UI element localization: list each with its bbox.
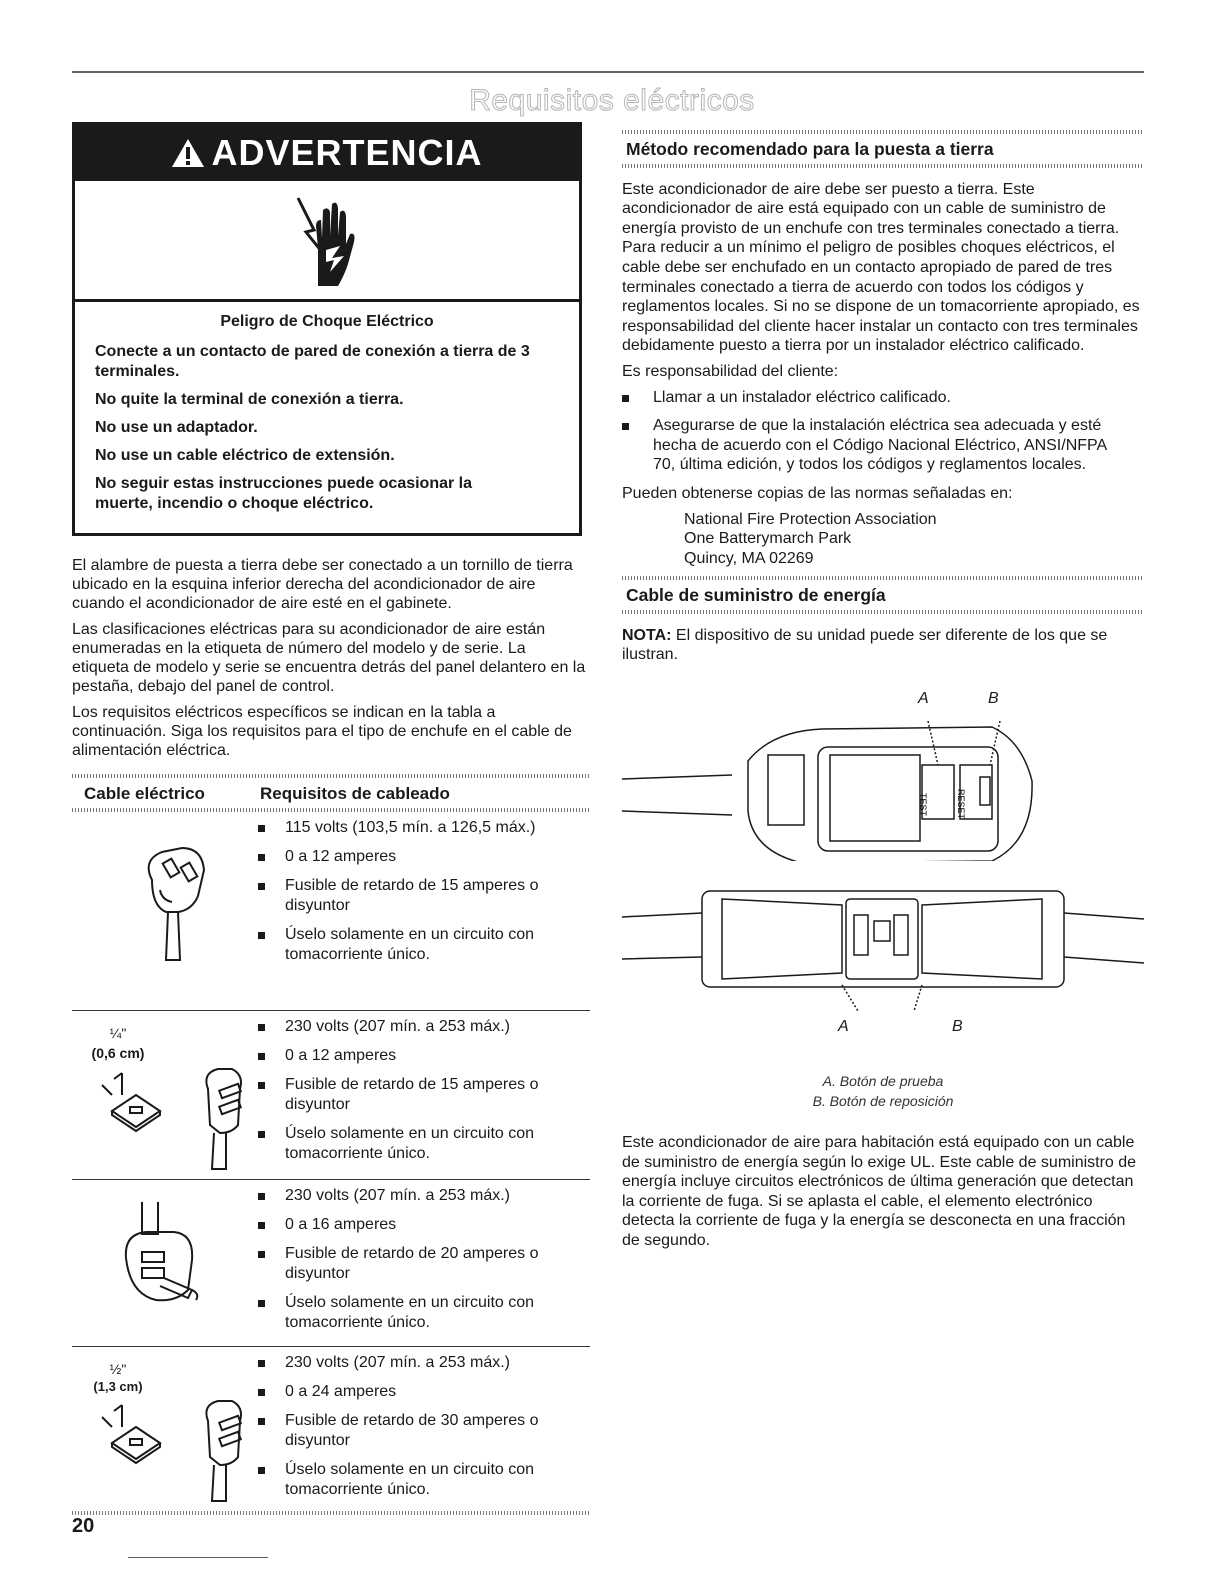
list-item: Llamar a un instalador eléctrico calificado. xyxy=(622,388,1144,408)
figure-caption: A. Botón de prueba B. Botón de reposición xyxy=(812,1073,954,1110)
warning-line: Conecte a un contacto de pared de conexión a tierra de 3 terminales. xyxy=(95,343,530,380)
requirement-item: Fusible de retardo de 30 amperes o disyuntor xyxy=(256,1411,590,1451)
paragraph: Pueden obtenerse copias de las normas señaladas en: xyxy=(622,484,1013,502)
shock-hazard-area xyxy=(75,181,579,302)
dimension-metric: (1,3 cm) xyxy=(93,1379,143,1394)
plug-115v-icon xyxy=(132,840,252,980)
electric-shock-hand-icon xyxy=(292,190,362,290)
requirement-item: Fusible de retardo de 20 amperes o disyuntor xyxy=(256,1244,590,1284)
requirement-item: Fusible de retardo de 15 amperes o disyuntor xyxy=(256,876,590,916)
divider xyxy=(622,610,1144,614)
warning-header xyxy=(75,125,579,181)
note: NOTA: El dispositivo de su unidad puede ser diferente de los que se ilustran. xyxy=(622,626,1108,664)
divider xyxy=(72,1511,590,1515)
warning-line: No use un adaptador. xyxy=(95,419,258,436)
requirement-item: Úselo solamente en un circuito con tomacorriente único. xyxy=(256,925,590,965)
warning-subtitle: Peligro de Choque Eléctrico xyxy=(220,313,434,330)
label-b: B xyxy=(988,690,999,708)
requirement-item: Úselo solamente en un circuito con tomacorriente único. xyxy=(256,1293,590,1333)
warning-line: No quite la terminal de conexión a tierra. xyxy=(95,391,404,408)
dimension-label: ½" xyxy=(109,1361,127,1377)
table-row xyxy=(72,1347,590,1511)
paragraph: Este acondicionador de aire debe ser puesto a tierra. Este acondicionador de aire está equipado con un cable de suministro de energía provisto de un enchufe con tres terminales conectado a tierra. Para reducir a un mínimo el peligro de posibles choques eléctricos, el cable debe ser enchufado en un contacto apropiado de pared de tres terminales conectado a tierra de acuerdo con todos los códigos y reglamentos locales. Si no se dispone de un tomacorriente apropiado, es responsabilidad del cliente hacer instalar un contacto con tres terminales debidamente puesto a tierra por un instalador eléctrico calificado. xyxy=(622,180,1140,355)
plug-230v-30a-icon xyxy=(92,1397,272,1507)
top-rule xyxy=(72,71,1144,73)
address: National Fire Protection Association One Batterymarch Park Quincy, MA 02269 xyxy=(684,510,937,567)
warning-line: No seguir estas instrucciones puede ocasionar la muerte, incendio o choque eléctrico. xyxy=(95,475,473,512)
warning-heading: ADVERTENCIA xyxy=(211,132,483,173)
label-b-bottom: B xyxy=(952,1018,963,1036)
label-a: A xyxy=(918,690,929,708)
test-button-label: TEST xyxy=(918,793,928,817)
section-title: Método recomendado para la puesta a tierra xyxy=(626,139,994,159)
requirement-item: 0 a 12 amperes xyxy=(256,1046,590,1066)
table-row xyxy=(72,812,590,1011)
column-header: Requisitos de cableado xyxy=(260,784,450,803)
section-title: Cable de suministro de energía xyxy=(626,585,886,606)
requirement-item: Úselo solamente en un circuito con tomacorriente único. xyxy=(256,1124,590,1164)
requirement-item: 115 volts (103,5 mín. a 126,5 máx.) xyxy=(256,818,590,838)
paragraph: Las clasificaciones eléctricas para su acondicionador de aire están enumeradas en la etiqueta de número del modelo y de serie. La etiqueta de modelo y serie se encuentra detrás del panel delantero en la pestaña, debajo del panel de control. xyxy=(72,621,586,695)
list-item: Asegurarse de que la instalación eléctrica sea adecuada y esté hecha de acuerdo con el Código Nacional Eléctrico, ANSI/NFPA 70, última edición, y todos los códigos y reglamentos locales. xyxy=(622,416,1144,475)
paragraph: Es responsabilidad del cliente: xyxy=(622,362,839,380)
page-number: 20 xyxy=(72,1515,95,1537)
dimension-metric: (0,6 cm) xyxy=(91,1045,145,1061)
requirement-item: 0 a 24 amperes xyxy=(256,1382,590,1402)
cord-device-figure xyxy=(622,671,1144,1071)
plug-230v-20a-icon xyxy=(116,1194,226,1334)
footer-link-line xyxy=(128,1557,268,1558)
column-header: Cable eléctrico xyxy=(84,784,205,803)
paragraph: Este acondicionador de aire para habitación está equipado con un cable de suministro de energía según lo exige UL. Este cable de suministro de energía incluye circuitos electrónicos de última generación que detectan la corriente de fuga. Si se aplasta el cable, el elemento electrónico detecta la corriente de fuga y la energía se desconecta en una fracción de segundo. xyxy=(622,1134,1137,1250)
label-a-bottom: A xyxy=(838,1018,849,1036)
requirement-item: 230 volts (207 mín. a 253 máx.) xyxy=(256,1186,590,1206)
table-header xyxy=(72,778,590,808)
plug-230v-15a-icon xyxy=(92,1065,272,1175)
table-row xyxy=(72,1180,590,1347)
reset-button-label: RESET xyxy=(956,789,966,820)
paragraph: El alambre de puesta a tierra debe ser conectado a un tornillo de tierra ubicado en la esquina inferior derecha del acondicionador de aire cuando el acondicionador de aire esté en el gabinete. xyxy=(72,557,573,612)
ldci-device-bottom-illustration xyxy=(622,885,1144,1025)
paragraph: Los requisitos eléctricos específicos se indican en la tabla a continuación. Siga los requisitos para el tipo de enchufe en el cable de alimentación eléctrica. xyxy=(72,704,572,759)
warning-line: No use un cable eléctrico de extensión. xyxy=(95,447,395,464)
requirement-item: 0 a 16 amperes xyxy=(256,1215,590,1235)
requirement-item: 230 volts (207 mín. a 253 máx.) xyxy=(256,1353,590,1373)
requirement-item: 0 a 12 amperes xyxy=(256,847,590,867)
requirement-item: 230 volts (207 mín. a 253 máx.) xyxy=(256,1017,590,1037)
ldci-device-top-illustration xyxy=(622,711,1144,861)
warning-triangle-icon xyxy=(171,138,205,168)
wiring-table xyxy=(72,774,590,1515)
right-column xyxy=(622,130,1144,1257)
page-title: Requisitos eléctricos xyxy=(469,84,755,117)
left-text xyxy=(72,556,586,767)
warning-box xyxy=(72,122,582,536)
table-row xyxy=(72,1011,590,1180)
requirement-item: Fusible de retardo de 15 amperes o disyuntor xyxy=(256,1075,590,1115)
dimension-label: ¼" xyxy=(109,1025,127,1041)
divider xyxy=(622,164,1144,168)
requirement-item: Úselo solamente en un circuito con tomacorriente único. xyxy=(256,1460,590,1500)
